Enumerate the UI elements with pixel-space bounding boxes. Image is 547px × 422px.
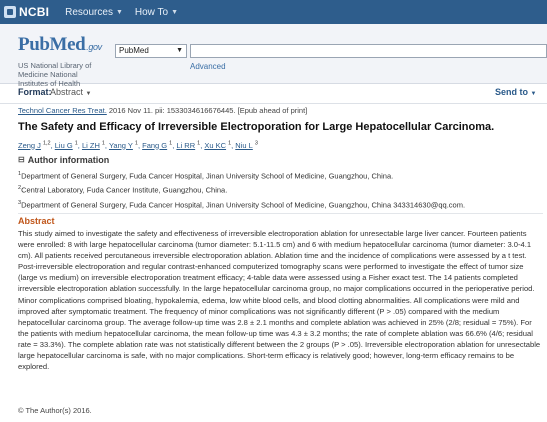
author-link[interactable]: Fang G (142, 140, 168, 150)
send-to-label: Send to (495, 87, 528, 97)
affiliation-number: 2 (18, 185, 22, 191)
author-link[interactable]: Niu L (235, 140, 253, 150)
abstract-text: This study aimed to investigate the safety and effectiveness of irreversible electroporation ablation for unresectable large liver cancer. Fourteen patients were enrolled: 8 with large hepatocellular carcinoma (tumor diameter: 5.1-11.5 cm) and 6 with medium hepatocellular carcinoma (tumor diameter: 3.0-4.1 cm). All patients received percutaneous irreversible electroporation ablation. Ablation time and the incidence of complications were assessed by a t test. Post-irreversible electroporation and regular contrast-enhanced computerized tomography scans were performed to investigate the effect of tumor size (large vs medium) on irreversible electroporation treatment efficacy; 4-table data were assessed using a Fisher exact test. The 14 patients completed irreversible electroporation ablation successfully. In the large hepatocellular carcinoma group, no major complications occurred in the perioperative period. Minor complications comprised bloating, hypokalemia, edema, low white blood cells, and blood clotting abnormalities. All complications were mild and improved after symptomatic treatment. The frequency of minor complications was not significantly different (P > .05) compared with the medium hepatocellular carcinoma group. The average follow-up time was 2.8 ± 2.1 months and complete ablation was achieved in 25% (2/8; residual = 75%). For the patients with medium hepatocellular carcinoma, the mean follow-up time was 4.3 ± 3.2 months; the rate of complete ablation was 66.6% (4/6; residual rate = 33.3%). The complete ablation rate was not statistically different between the 2 groups (P > .05). Irreversible electroporation ablation for unresectable large hepatocellular carcinoma is safe, with no major complications. Short-term efficacy is relatively good; however, long-term efficacy remains to be explored. (18, 229, 541, 372)
resources-menu-label: Resources (65, 6, 113, 18)
pubmed-header (0, 24, 547, 88)
citation-details: 2016 Nov 11. pii: 1533034616676445. [Epub ahead of print] (108, 106, 308, 115)
author-entry (235, 141, 258, 150)
top-menu (65, 7, 190, 18)
format-select[interactable] (50, 87, 91, 97)
chevron-down-icon: ▼ (115, 8, 123, 16)
affiliation-list (18, 168, 543, 212)
chevron-down-icon: ▼ (171, 8, 178, 16)
author-affiliation-number[interactable]: 1 (101, 140, 105, 146)
author-link[interactable]: Li ZH (81, 140, 100, 150)
format-label: Format: (18, 87, 52, 97)
affiliation-text: Department of General Surgery, Fuda Cancer Hospital, Jinan University School of Medicine, Guangzhou, China. (21, 171, 394, 180)
author-info-toggle[interactable] (18, 155, 543, 165)
author-entry: Zeng J $^{1,2}$, (18, 140, 55, 150)
affiliation-item (18, 168, 543, 183)
author-affiliation-number[interactable]: 1 (197, 140, 201, 146)
chevron-down-icon: ▼ (85, 91, 92, 97)
affiliation-item (18, 197, 543, 212)
journal-link[interactable]: Technol Cancer Res Treat. (18, 106, 107, 115)
author-link[interactable]: Liu G (54, 140, 73, 150)
pubmed-logo-text: PubMed (18, 34, 86, 55)
ncbi-logo[interactable] (4, 5, 49, 19)
affiliation-text: Central Laboratory, Fuda Cancer Institute, Guangzhou, China. (21, 185, 228, 195)
resources-menu[interactable] (65, 7, 123, 18)
format-select-value: Abstract (50, 87, 84, 97)
affiliation-number: 3 (18, 199, 22, 206)
chevron-down-icon: ▼ (176, 47, 183, 54)
author-list (18, 138, 543, 151)
abstract-section (18, 213, 543, 400)
nlm-subtitle-line: Medicine National (18, 70, 78, 79)
database-select-value: PubMed (119, 46, 149, 55)
author-link[interactable]: Li RR (176, 140, 196, 150)
author-entry: Xu KC $^1$, (204, 140, 236, 150)
pubmed-logo-gov: .gov (86, 42, 102, 52)
advanced-search-link[interactable]: Advanced (190, 62, 226, 71)
affiliation-item (18, 182, 543, 197)
send-to-button[interactable] (495, 87, 536, 97)
author-affiliation-number[interactable]: 1 (74, 140, 78, 146)
author-link[interactable]: Yang Y (108, 140, 133, 150)
pubmed-logo[interactable] (18, 34, 102, 56)
ncbi-top-bar (0, 0, 547, 24)
author-entry: Yang Y $^1$, (108, 140, 143, 150)
search-input[interactable] (190, 44, 547, 58)
author-affiliation-number[interactable]: 1 (228, 140, 232, 146)
affiliation-text: Department of General Surgery, Fuda Cancer Hospital, Jinan University School of Medicine, Guangzhou, China 343314630@qq.com. (21, 200, 466, 209)
author-affiliation-number[interactable]: 3 (254, 140, 258, 146)
collapse-icon: ⊟ (18, 155, 25, 164)
article (18, 106, 543, 415)
how-to-menu[interactable] (135, 7, 178, 18)
author-affiliation-number[interactable]: 1 (169, 140, 173, 146)
author-info-label: Author information (27, 154, 110, 165)
copyright: © The Author(s) 2016. (18, 406, 92, 415)
author-entry: Li RR $^1$, (176, 140, 205, 150)
how-to-menu-label: How To (134, 6, 169, 18)
chevron-down-icon: ▼ (530, 91, 537, 97)
article-title: The Safety and Efficacy of Irreversible Electroporation for Large Hepatocellular Carcinoma. (18, 121, 495, 133)
author-entry: Li ZH $^1$, (81, 140, 109, 150)
affiliation-number: 1 (18, 170, 22, 177)
nlm-subtitle-line: US National Library of (18, 61, 92, 70)
ncbi-logo-icon (4, 6, 16, 18)
ncbi-logo-text: NCBI (19, 5, 50, 19)
author-entry: Fang G $^1$, (142, 140, 177, 150)
abstract-heading: Abstract (18, 216, 55, 226)
author-affiliation-number[interactable]: 1 (134, 140, 138, 146)
author-affiliation-number[interactable]: 1,2 (42, 140, 51, 146)
author-link[interactable]: Xu KC (204, 140, 227, 150)
author-link[interactable]: Zeng J (18, 140, 41, 150)
nlm-subtitle-line: Institutes of Health (18, 79, 81, 88)
database-select[interactable] (115, 44, 187, 58)
format-bar (0, 84, 547, 104)
citation (18, 106, 543, 116)
author-entry: Liu G $^1$, (54, 140, 82, 150)
